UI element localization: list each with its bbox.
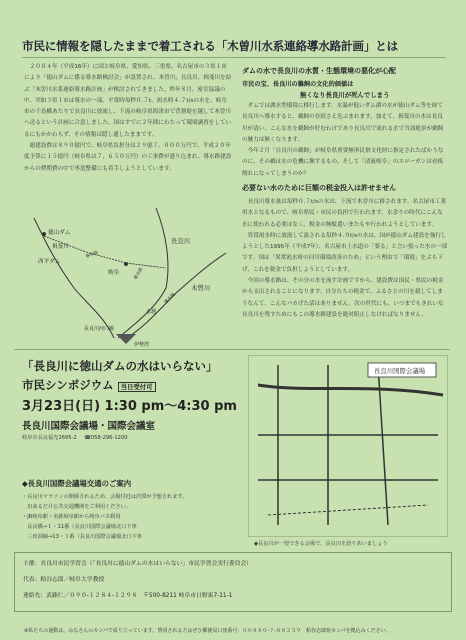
right-body-1 xyxy=(242,101,448,180)
access-line-4: 長良橋→１・11番（長良川国際会議場北口下車 xyxy=(22,524,137,530)
venue-address xyxy=(22,434,128,441)
left-paragraph-1: ２００４年（平成16年）に国と岐阜県、愛知県、三重県、名古屋市の３県１市により「徳山ダムに係る導水路検討会」が設置され、木曽川、長良川、揖斐川を結ぶ「木曽川水系連絡導水路計画」が検討されてきました。昨年８月、密室協議の中、突如３県１市は導水の一部、平常時毎秒０.７t、渇水時４.７t/sの水を、岐阜市の千鳥橋あたりで長良川に放流し、下流の岐阜県海津市で背割堤を越して木曽川へ送るという計画に合意しました。国はすでに２年間にわたって環境調査をしているにもかかわらず、その情報は隠し通したままです。 xyxy=(24,64,232,138)
access-line-1: ・長良川マラソンの開催されるため、会場付近は渋滞が予想されます。 xyxy=(22,494,188,500)
ibigawa-river-line xyxy=(34,218,114,338)
map-label-gifu: 岐阜 xyxy=(108,270,120,276)
left-paragraph-2: 総建設費は８９０億円で、岐阜県負担分は２９億７，０００万円で、平成２０年度予算に１５億円（岐阜県は７，６５０万円）の工事費が盛り込まれ、導水路建設からの費期費の中で専造整備にも着手しようとしています。 xyxy=(24,143,232,172)
right-heading-2: 必要ない水のために巨額の税金投入は許せません xyxy=(242,184,396,192)
map-label-mizuhashi: 水越 xyxy=(146,309,157,315)
venue-map-caption: ◆長良川が一望できる会場で、長良川を語りあいましょう xyxy=(254,541,388,547)
access-list xyxy=(22,492,187,542)
tokuyama-dam-marker xyxy=(42,232,46,236)
footer-cosponsor: 代表：粕谷志郎／岐阜大学教授 xyxy=(23,577,105,583)
venue-name: 長良川国際会議場・国際会議室 xyxy=(22,421,156,432)
route-label-1: 導水路 xyxy=(84,250,100,260)
right-paragraph-2: 今年２月「自良川の鵜飼」が岐阜県重要無形民俗文化財に指定されたばかりなのに、その鵜は水の危機に瀕するもの。そして「清流岐阜」のスローガンは看板倒れになってしまうのか？ xyxy=(242,148,444,177)
symposium-subtitle-text: 市民シンポジウム xyxy=(22,378,114,392)
section-divider xyxy=(14,349,450,350)
venue-map-label: 長良川国際会議場 xyxy=(374,367,426,375)
map-label-kisogawa: 木曽川 xyxy=(191,284,211,292)
symposium-subtitle xyxy=(22,377,156,393)
map-label-nagaragawa: 長良川 xyxy=(171,237,191,245)
access-line-3: ・JR岐阜駅・名鉄岐阜駅から岐阜バス利用 xyxy=(22,514,121,520)
map-label-tokuyama: 徳山ダム xyxy=(48,230,71,236)
route-label-2: 導水路 xyxy=(133,267,145,281)
right-heading-1: ダムの水で長良川の水質・生態環境の悪化が心配 xyxy=(242,67,396,75)
access-line-5: 三田洞線→13・３番（長良川国際会議場北口下車 xyxy=(22,534,142,540)
page-title: 市民に情報を隠したままで着工される「木曽川水系連絡導水路計画」とは xyxy=(22,39,398,53)
map-label-kakou: 長良川河口堰 xyxy=(84,326,115,332)
access-line-2: 出来るだけ公共交通機関をご利用ください。 xyxy=(22,504,131,510)
right-paragraph-5: 今回の導水路は、その分の水を流す計画ですから、建設費は国民・県民の税金から支出されることになります。自分たちの税金で、ふるさとの川を殺してしまうなんて、こんなバカげた話はありません。次の世代にも、いつまでもきれいな長良川を残すためにもこの導水路建設を絶対阻止しなければなりません。 xyxy=(242,278,444,318)
symposium-title: 「長良川に徳山ダムの水はいらない」 xyxy=(22,359,218,373)
footer-contact: 連絡先：武藤仁／０９０‐１２８４‐１２９８ 〒500-8211 岐阜市日野東7-11-1 xyxy=(23,593,233,599)
walk-in-badge: 当日受付可 xyxy=(118,382,156,392)
map-label-ise: 伊勢湾 xyxy=(134,342,150,348)
right-body-2 xyxy=(242,197,448,321)
river-map xyxy=(16,208,241,348)
right-subheading-1b: 無くなり長良川が死んでしまう xyxy=(300,91,390,99)
aqueduct-route xyxy=(44,236,166,268)
map-label-ibigawa: 揖斐川 xyxy=(52,244,69,250)
donation-note: ※私たちの運動は、みなさんのカンパで成り立っています。賛同される方はぜひ郵便局口座番号：００８８０‐７‐８８２５９ 粕谷志郎宛カンパを拠込みください。 xyxy=(24,628,391,634)
right-paragraph-4: 異常渇水時に放流して流される毎秒４.０t/sの水は、国が徳山ダム建設を強行しようとした1995年（平成7年）、名古屋市上水道の「要る」と言い張った水の一部です。国は「異常渇水時の河川環境改善のため」という理由で「環境」をぶら下げ、これを税金で負担しようとしています。 xyxy=(242,232,448,273)
venue-map xyxy=(248,355,448,537)
gifu-marker xyxy=(124,262,128,266)
footer-box xyxy=(14,552,452,612)
nagaragawa-river-line xyxy=(118,208,168,338)
ise-bay-marker xyxy=(116,334,136,344)
event-datetime: 3月23日(日) 1:30 pm〜4:30 pm xyxy=(22,399,237,414)
venue-address-text: 岐阜市長良福光2695-2 xyxy=(22,435,77,441)
access-title: ◆長良川国際会議場交通のご案内 xyxy=(22,479,132,488)
right-paragraph-1: ダムでは湖水型環境に移行します。水温が低いダム湖の水が徳山ダム等を経て長良川へ導水すると、鵜飼の存続さえ危ぶまれます。加えて、揖斐川の水は長良川が清い、こんな水を鵜飼が好むわけであり長良川で流れる水で当該絶景が鵜飼の魅力は無くなります。 xyxy=(242,103,444,143)
footer-organizer: 主催：長良川市民学習会（「長良川に徳山ダムの水はいらない」市民学習会実行委員会） xyxy=(23,561,252,567)
left-column xyxy=(24,62,232,175)
map-label-nishidaira: 西平ダム xyxy=(38,259,61,265)
right-subheading-1a: 市民の宝、長良川の鵜飼の文化的価値は xyxy=(242,81,354,88)
right-paragraph-3: 長良川導水量は毎秒０.７t/sの水は、下流で木曽川に移されます。名古屋市工業用水となるもので、岐阜県民・市民の負担で行われます。水余りの時代にこんな水に使われる必要はなく、税金の無駄遣いまたもや行われようとしています。 xyxy=(242,199,447,228)
venue-tel: ☎058-296-1200 xyxy=(84,435,128,441)
route-label-3: 導水路 xyxy=(163,292,177,306)
title-divider xyxy=(22,57,446,58)
